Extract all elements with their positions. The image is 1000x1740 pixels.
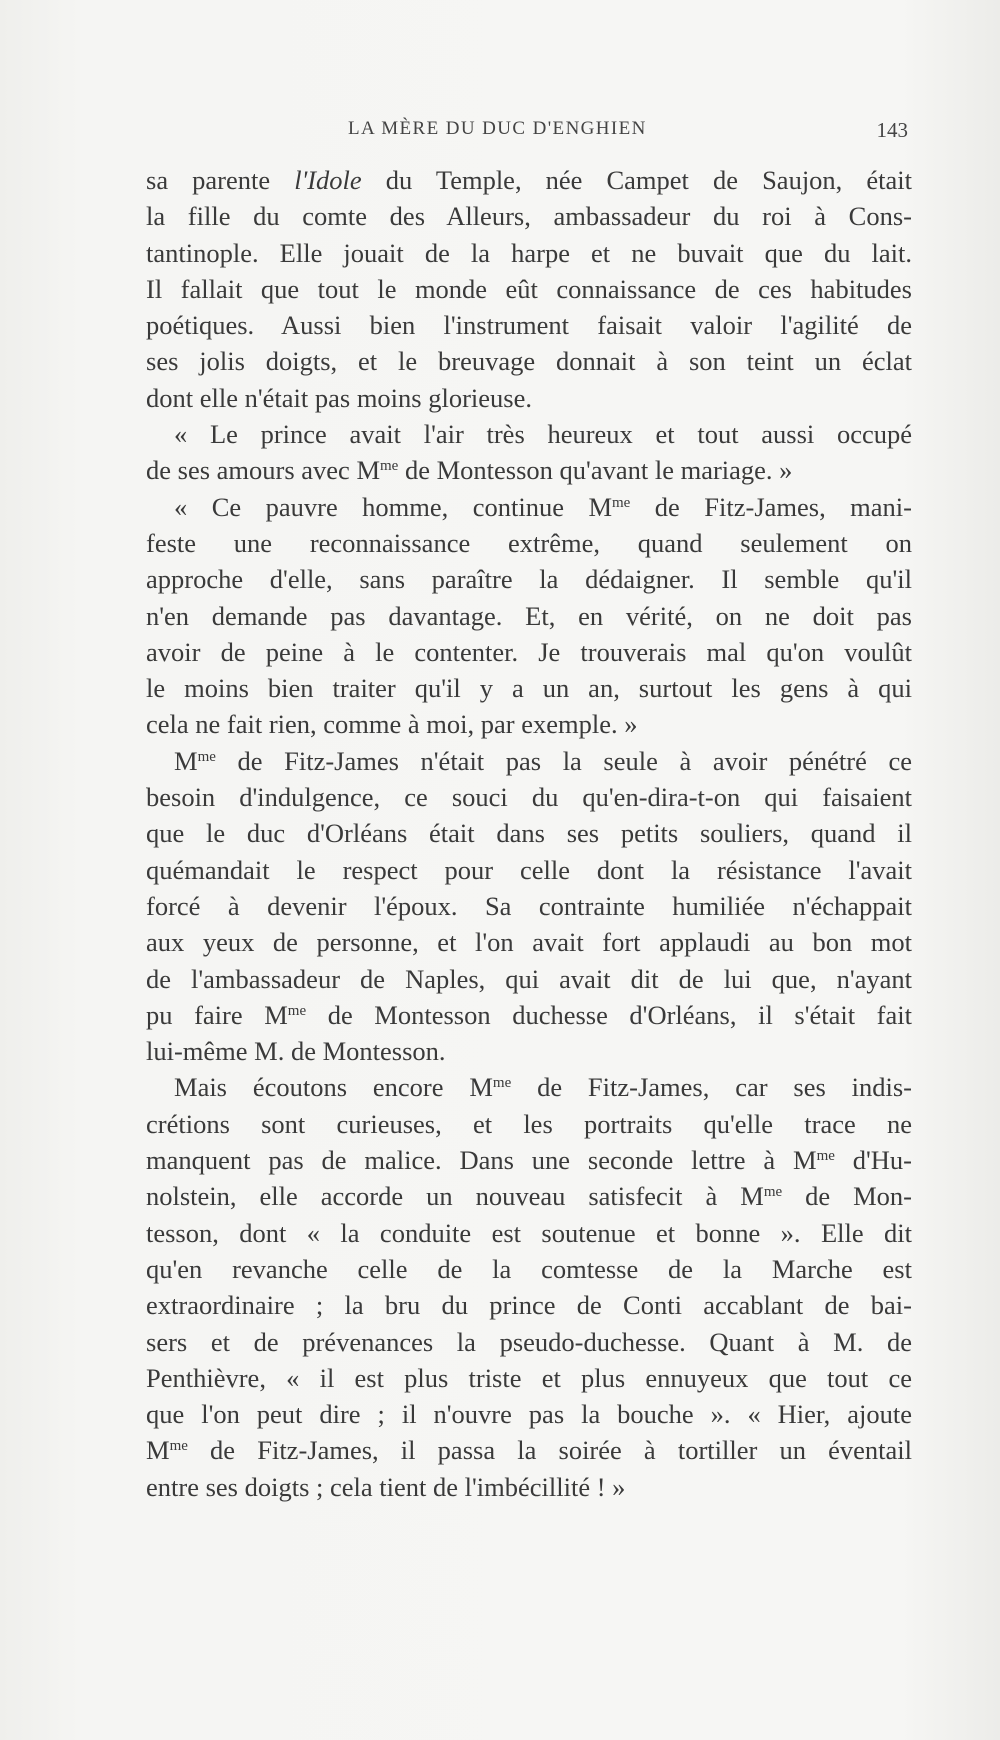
body-text bbox=[146, 162, 912, 1505]
text-line bbox=[146, 888, 912, 924]
text-line bbox=[146, 235, 912, 271]
text-line bbox=[146, 961, 912, 997]
text-span: sa parente bbox=[146, 165, 295, 195]
text-span: de Fitz-James n'était pas la seule à avoir pénétré ce bbox=[215, 745, 912, 776]
text-span: Il fallait que tout le monde eût connaissance de ces habitudes bbox=[146, 273, 912, 304]
superscript-abbrev: me bbox=[380, 458, 399, 475]
text-span: de Montesson duchesse d'Orléans, il s'était fait bbox=[306, 999, 912, 1030]
text-line bbox=[146, 1360, 912, 1396]
text-line bbox=[146, 525, 912, 561]
text-line bbox=[146, 1215, 912, 1251]
text-line bbox=[146, 452, 912, 488]
text-line bbox=[146, 307, 912, 343]
text-line bbox=[146, 1178, 912, 1214]
text-line bbox=[146, 489, 912, 525]
text-span: tantinople. Elle jouait de la harpe et ne buvait que du lait. bbox=[146, 237, 912, 268]
text-span: « Ce pauvre homme, continue M bbox=[174, 491, 613, 522]
italic-text: l'Idole bbox=[294, 165, 362, 195]
text-span: de Mon- bbox=[782, 1181, 912, 1212]
superscript-abbrev: me bbox=[287, 1002, 307, 1019]
text-span: extraordinaire ; la bru du prince de Conti accablant de bai- bbox=[146, 1290, 912, 1321]
text-span: pu faire M bbox=[146, 999, 288, 1030]
running-title: LA MÈRE DU DUC D'ENGHIEN bbox=[348, 118, 647, 139]
superscript-abbrev: me bbox=[763, 1184, 783, 1201]
text-line bbox=[146, 271, 912, 307]
text-line bbox=[146, 852, 912, 888]
text-line bbox=[146, 198, 912, 234]
page-number: 143 bbox=[876, 118, 908, 142]
text-line bbox=[146, 162, 912, 198]
text-span: crétions sont curieuses, et les portraits qu'elle trace ne bbox=[146, 1108, 912, 1139]
text-line bbox=[146, 343, 912, 379]
text-span: nolstein, elle accorde un nouveau satisfecit à M bbox=[146, 1181, 764, 1212]
text-span: de Fitz-James, il passa la soirée à tortiller un éventail bbox=[187, 1435, 912, 1466]
text-span: la fille du comte des Alleurs, ambassadeur du roi à Cons- bbox=[146, 201, 912, 232]
text-span: le moins bien traiter qu'il y a un an, surtout les gens à qui bbox=[146, 673, 912, 704]
text-line bbox=[146, 634, 912, 670]
text-line bbox=[146, 1106, 912, 1142]
text-span: avoir de peine à le contenter. Je trouverais mal qu'on voulût bbox=[146, 636, 912, 667]
text-span: manquent pas de malice. Dans une seconde lettre à M bbox=[146, 1145, 817, 1176]
text-line bbox=[146, 416, 912, 452]
text-span: entre ses doigts ; cela tient de l'imbécillité ! » bbox=[146, 1471, 626, 1502]
text-span: que l'on peut dire ; il n'ouvre pas la bouche ». « Hier, ajoute bbox=[146, 1399, 912, 1430]
text-span: poétiques. Aussi bien l'instrument faisait valoir l'agilité de bbox=[146, 310, 912, 341]
superscript-abbrev: me bbox=[197, 748, 216, 765]
text-span: M bbox=[146, 1435, 170, 1466]
text-span: sers et de prévenances la pseudo-duchesse. Quant à M. de bbox=[146, 1326, 912, 1357]
text-span: Mais écoutons encore M bbox=[174, 1072, 493, 1103]
text-span: M bbox=[174, 745, 198, 776]
superscript-abbrev: me bbox=[492, 1075, 512, 1092]
superscript-abbrev: me bbox=[816, 1148, 835, 1165]
text-line bbox=[146, 561, 912, 597]
text-line bbox=[146, 1069, 912, 1105]
text-span: forcé à devenir l'époux. Sa contrainte humiliée n'échappait bbox=[146, 890, 912, 921]
text-line bbox=[146, 779, 912, 815]
text-span: que le duc d'Orléans était dans ses petits souliers, quand il bbox=[146, 818, 912, 849]
text-line bbox=[146, 924, 912, 960]
text-span: « Le prince avait l'air très heureux et tout aussi occupé bbox=[174, 419, 912, 450]
text-span: de Fitz-James, mani- bbox=[630, 491, 912, 522]
text-span: de l'ambassadeur de Naples, qui avait dit de lui que, n'ayant bbox=[146, 963, 912, 994]
text-line bbox=[146, 598, 912, 634]
text-line bbox=[146, 743, 912, 779]
text-line bbox=[146, 1033, 912, 1069]
superscript-abbrev: me bbox=[169, 1438, 188, 1455]
text-span: quémandait le respect pour celle dont la résistance l'avait bbox=[146, 854, 912, 885]
text-span: approche d'elle, sans paraître la dédaigner. Il semble qu'il bbox=[146, 564, 912, 595]
text-line bbox=[146, 1324, 912, 1360]
text-span: dont elle n'était pas moins glorieuse. bbox=[146, 382, 532, 413]
text-span: lui-même M. de Montesson. bbox=[146, 1036, 446, 1067]
text-line bbox=[146, 706, 912, 742]
text-line bbox=[146, 1432, 912, 1468]
text-span: du Temple, née Campet de Saujon, était bbox=[361, 165, 912, 195]
text-line bbox=[146, 997, 912, 1033]
text-line bbox=[146, 815, 912, 851]
text-span: Penthièvre, « il est plus triste et plus ennuyeux que tout ce bbox=[146, 1362, 912, 1393]
text-span: feste une reconnaissance extrême, quand seulement on bbox=[146, 527, 912, 558]
text-span: cela ne fait rien, comme à moi, par exemple. » bbox=[146, 709, 638, 740]
text-line bbox=[146, 1396, 912, 1432]
text-line bbox=[146, 380, 912, 416]
text-line bbox=[146, 670, 912, 706]
text-span: tesson, dont « la conduite est soutenue et bonne ». Elle dit bbox=[146, 1217, 912, 1248]
text-span: qu'en revanche celle de la comtesse de la Marche est bbox=[146, 1253, 912, 1284]
text-line bbox=[146, 1251, 912, 1287]
text-line bbox=[146, 1469, 912, 1505]
text-line bbox=[146, 1142, 912, 1178]
text-span: de Montesson qu'avant le mariage. » bbox=[398, 455, 793, 486]
text-span: d'Hu- bbox=[834, 1145, 912, 1176]
text-span: de ses amours avec M bbox=[146, 455, 381, 486]
superscript-abbrev: me bbox=[612, 494, 631, 511]
text-span: aux yeux de personne, et l'on avait fort applaudi au bon mot bbox=[146, 927, 912, 958]
text-line bbox=[146, 1287, 912, 1323]
text-span: de Fitz-James, car ses indis- bbox=[511, 1072, 912, 1103]
text-span: ses jolis doigts, et le breuvage donnait à son teint un éclat bbox=[146, 346, 912, 377]
text-span: besoin d'indulgence, ce souci du qu'en-dira-t-on qui faisaient bbox=[146, 782, 912, 813]
page-header bbox=[148, 118, 908, 152]
text-span: n'en demande pas davantage. Et, en vérité, on ne doit pas bbox=[146, 600, 912, 631]
